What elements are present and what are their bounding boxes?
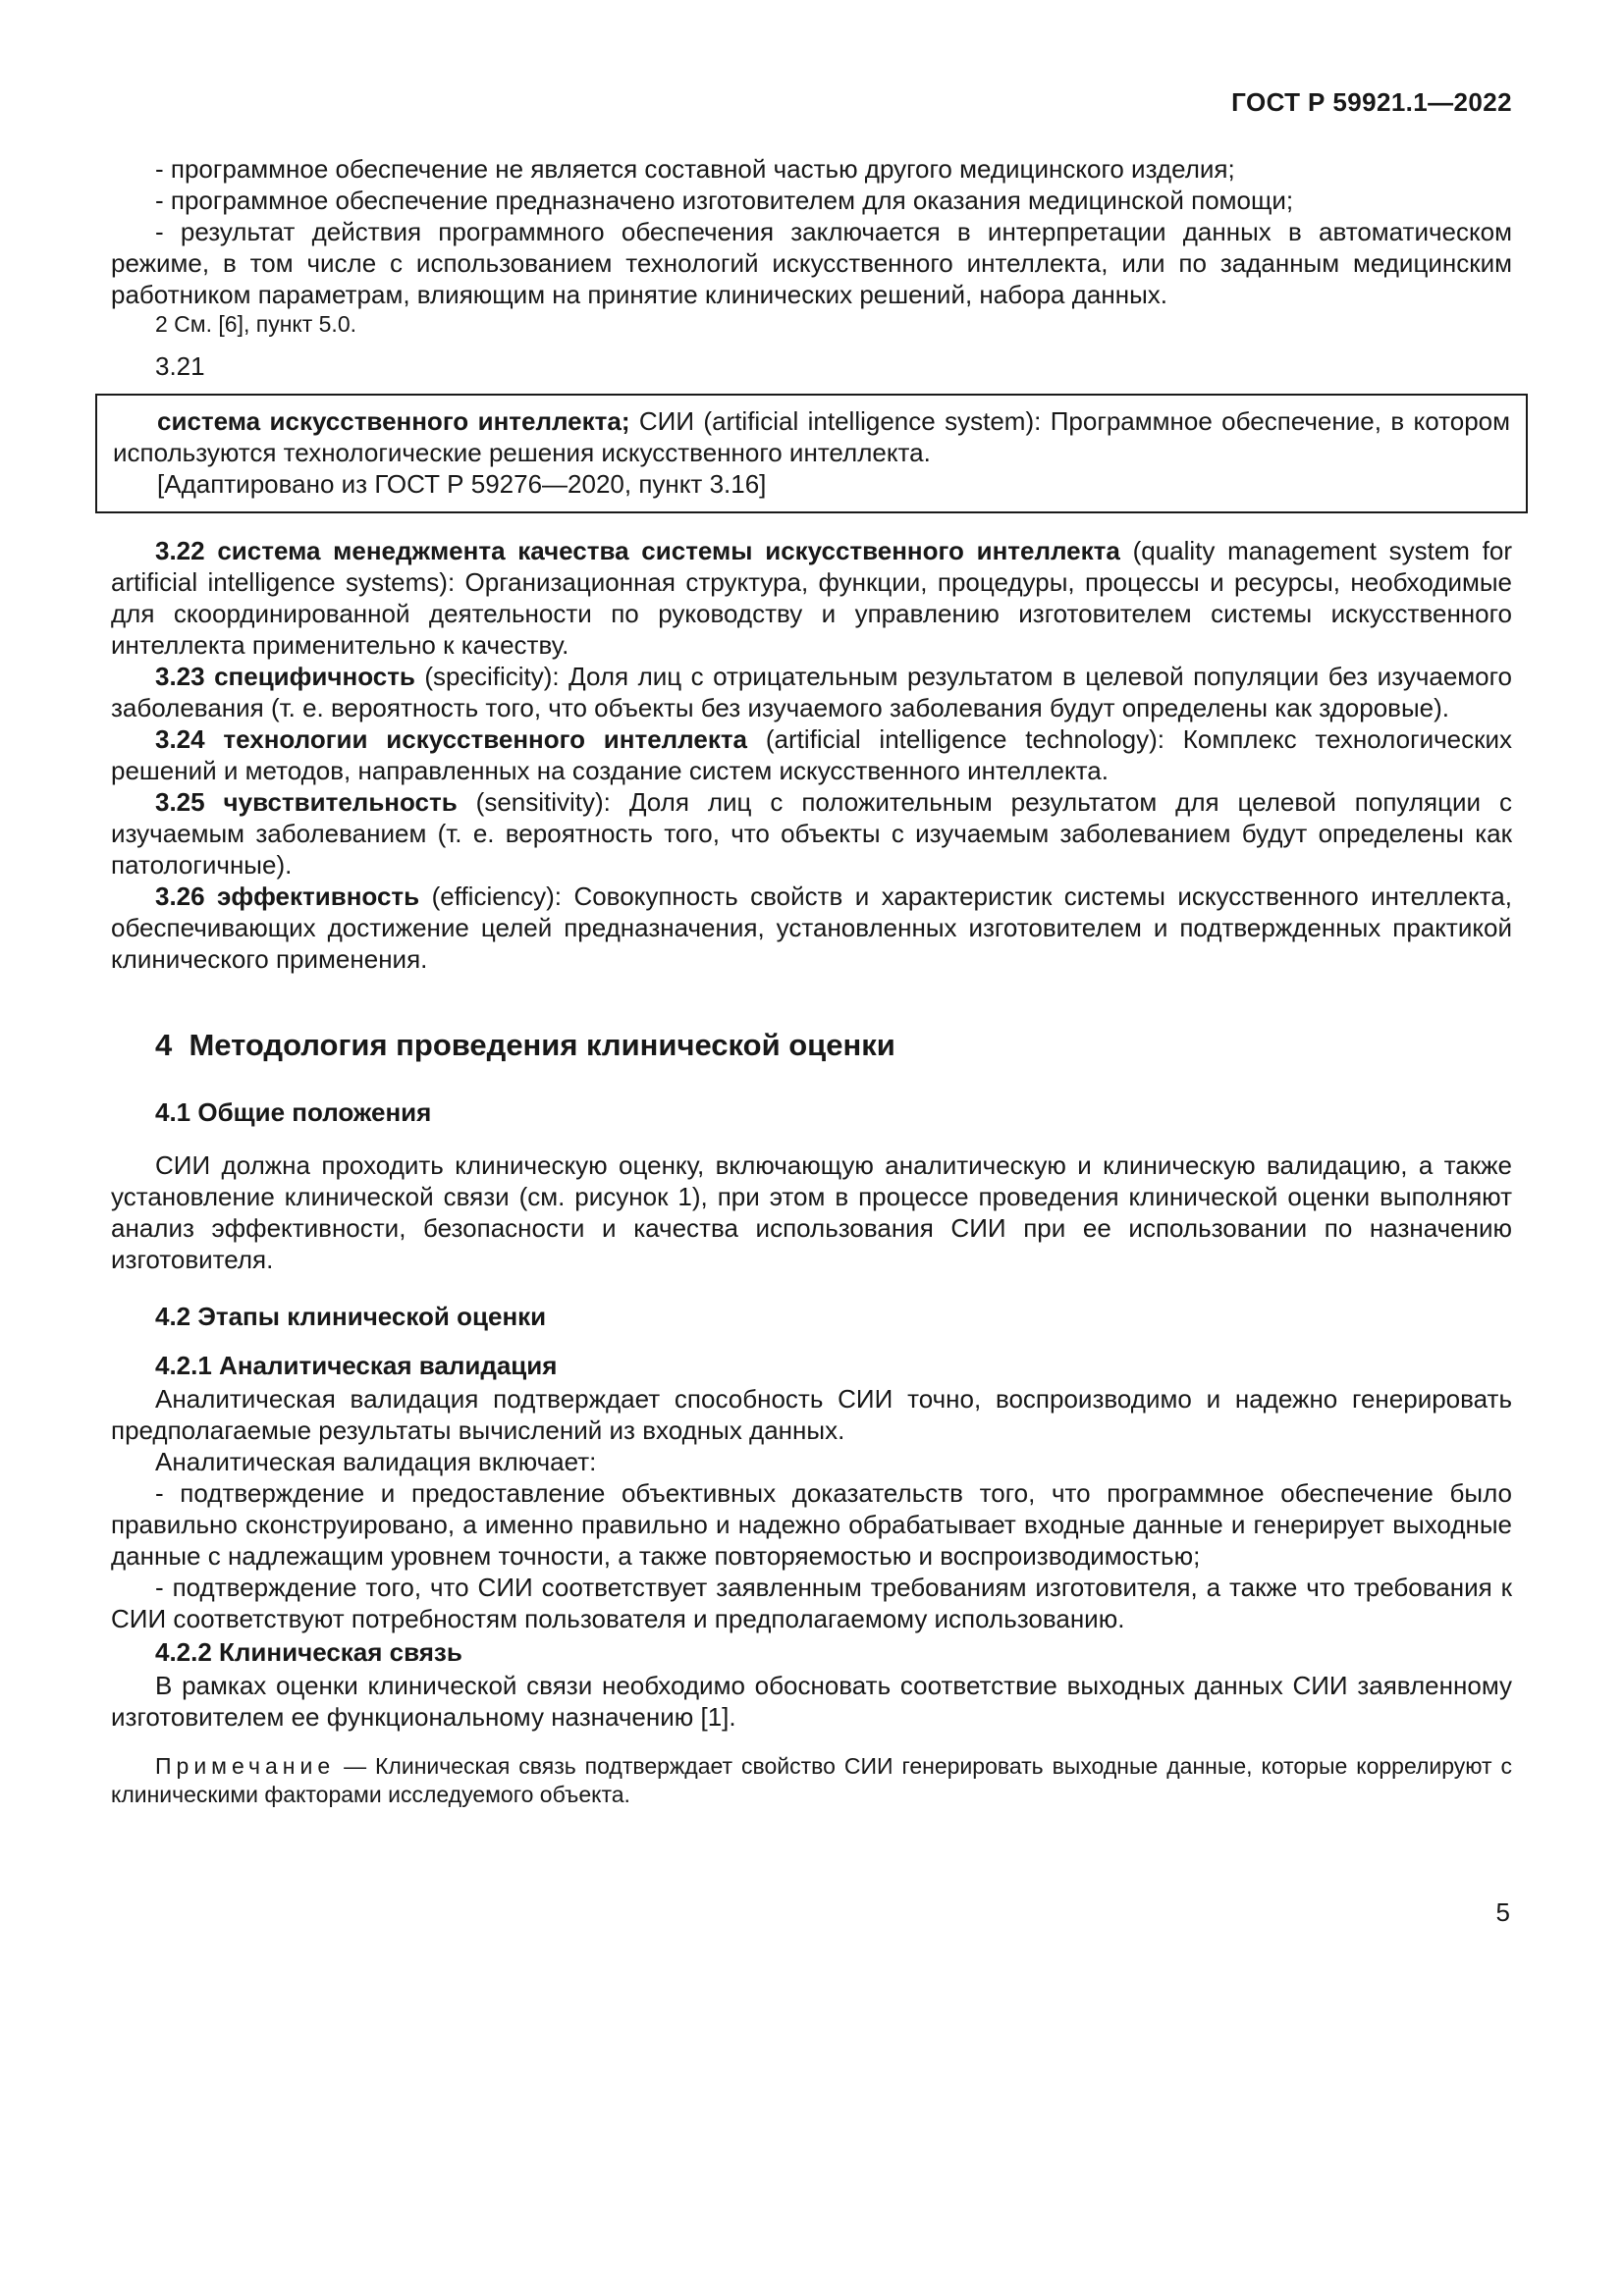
note-label: Примечание xyxy=(155,1753,336,1779)
definition-paragraph xyxy=(113,405,1510,468)
note-paragraph xyxy=(111,1752,1512,1809)
section-heading: 4 Методология проведения клинической оценки xyxy=(155,1028,895,1062)
term-definition: (efficiency): Совокупность свойств и характеристик системы искусственного интеллекта, обеспечивающих достижение целей предназначения, установленных изготовителем и подтвержденных практикой клинического применения. xyxy=(111,881,1512,974)
subsection-heading-422: 4.2.2 Клиническая связь xyxy=(155,1637,462,1667)
subsection-heading-42: 4.2 Этапы клинической оценки xyxy=(155,1302,547,1331)
paragraph: Аналитическая валидация подтверждает способность СИИ точно, воспроизводимо и надежно генерировать предполагаемые результаты вычислений из входных данных. xyxy=(111,1384,1512,1445)
term-definition: (specificity): Доля лиц с отрицательным результатом в целевой популяции без изучаемого заболевания (т. е. вероятность того, что объекты без изучаемого заболевания будут определены как здоровые). xyxy=(111,662,1512,722)
term-lead: 3.23 специфичность xyxy=(155,662,415,691)
term-definition: (sensitivity): Доля лиц с положительным результатом для целевой популяции с изучаемым заболеванием (т. е. вероятность того, что объекты с изучаемым заболеванием будут определены как патологичные). xyxy=(111,787,1512,880)
paragraph: Аналитическая валидация включает: xyxy=(155,1447,597,1476)
term-paragraph xyxy=(111,881,1512,975)
term-lead: 3.24 технологии искусственного интеллекта xyxy=(155,724,748,754)
term-paragraph xyxy=(111,786,1512,881)
definition-term: система искусственного интеллекта; xyxy=(157,406,630,436)
page-number: 5 xyxy=(1495,1897,1510,1927)
term-paragraph xyxy=(111,661,1512,723)
term-number: 3.21 xyxy=(155,351,205,381)
paragraph: В рамках оценки клинической связи необходимо обосновать соответствие выходных данных СИИ заявленному изготовителем ее функциональному назначению [1]. xyxy=(111,1671,1512,1732)
term-definition: (artificial intelligence technology): Комплекс технологических решений и методов, направленных на создание систем искусственного интеллекта. xyxy=(111,724,1512,785)
dash-item: - подтверждение и предоставление объективных доказательств того, что программное обеспечение было правильно сконструировано, а именно правильно и надежно обрабатывает входные данные и генерирует выходные данные с надлежащим уровнем точности, а также повторяемостью и воспроизводимостью; xyxy=(111,1478,1512,1571)
dash-item: - результат действия программного обеспечения заключается в интерпретации данных в автоматическом режиме, в том числе с использованием технологий искусственного интеллекта, или по заданным медицинским работником параметрам, влияющим на принятие клинических решений, набора данных. xyxy=(111,217,1512,309)
doc-body xyxy=(111,153,1512,1809)
doc-number: ГОСТ Р 59921.1—2022 xyxy=(1231,87,1512,117)
dash-item: - подтверждение того, что СИИ соответствует заявленным требованиям изготовителя, а также что требования к СИИ соответствуют потребностям пользователя и предполагаемому использованию. xyxy=(111,1573,1512,1633)
subsection-heading-41: 4.1 Общие положения xyxy=(155,1097,432,1127)
term-lead: 3.22 система менеджмента качества системы искусственного интеллекта xyxy=(155,536,1120,565)
term-lead: 3.26 эффективность xyxy=(155,881,420,911)
definition-box xyxy=(95,394,1528,513)
dash-item: - программное обеспечение не является составной частью другого медицинского изделия; xyxy=(155,154,1235,184)
subsection-heading-421: 4.2.1 Аналитическая валидация xyxy=(155,1351,558,1380)
dash-item: - программное обеспечение предназначено изготовителем для оказания медицинской помощи; xyxy=(155,186,1294,215)
definition-text: СИИ (artificial intelligence system): Программное обеспечение, в котором используются технологические решения искусственного интеллекта. xyxy=(113,406,1510,467)
term-paragraph xyxy=(111,535,1512,661)
paragraph: СИИ должна проходить клиническую оценку, включающую аналитическую и клиническую валидацию, а также установление клинической связи (см. рисунок 1), при этом в процессе проведения клинической оценки выполняют анализ эффективности, безопасности и качества использования СИИ при ее использовании по назначению изготовителя. xyxy=(111,1150,1512,1274)
term-lead: 3.25 чувствительность xyxy=(155,787,458,817)
term-paragraph xyxy=(111,723,1512,786)
doc-header xyxy=(111,86,1512,118)
term-definition: (quality management system for artificial intelligence systems): Организационная структура, функции, процедуры, процессы и ресурсы, необходимые для скоординированной деятельности по руководству и управлению изготовителем системы искусственного интеллекта применительно к качеству. xyxy=(111,536,1512,660)
definition-source: [Адаптировано из ГОСТ Р 59276—2020, пункт 3.16] xyxy=(157,469,767,499)
note-text: — Клиническая связь подтверждает свойство СИИ генерировать выходные данные, которые коррелируют с клиническими факторами исследуемого объекта. xyxy=(111,1753,1512,1807)
reference-note: 2 См. [6], пункт 5.0. xyxy=(155,311,357,337)
